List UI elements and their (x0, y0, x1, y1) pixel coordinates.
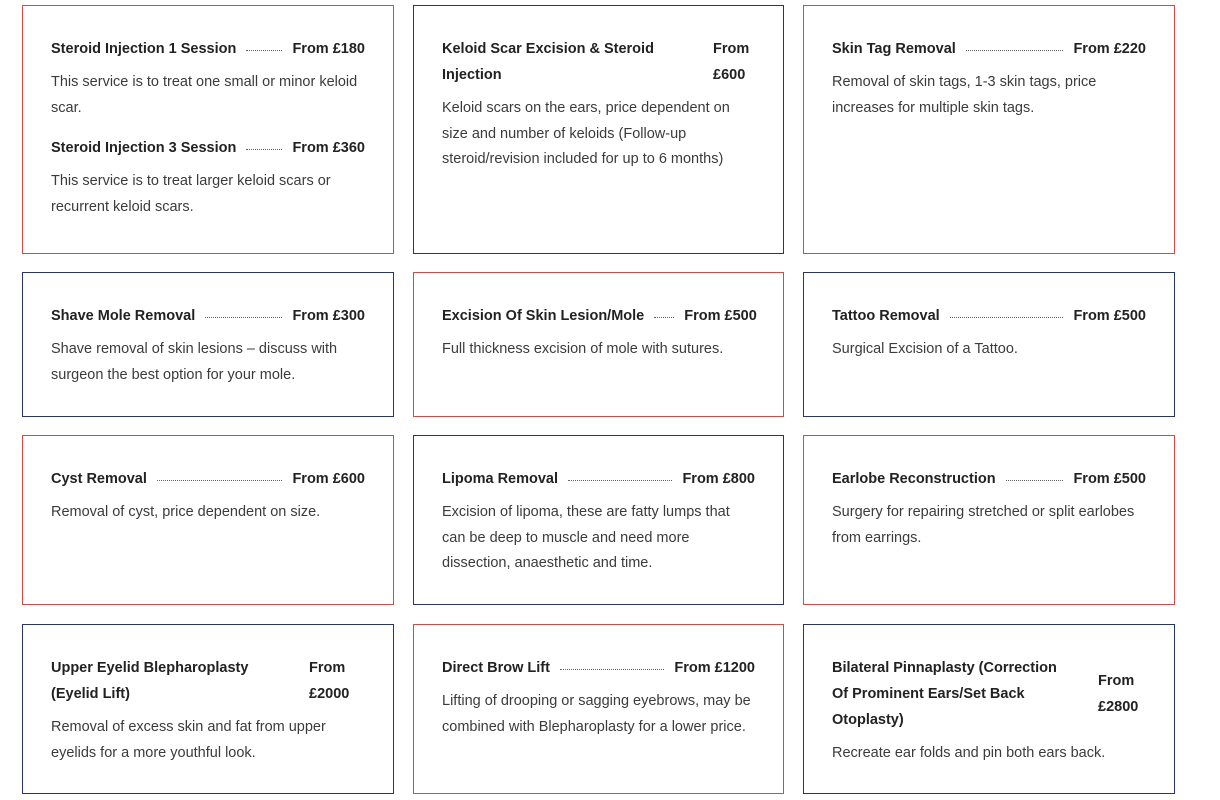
service-price: From £220 (1073, 41, 1146, 57)
card-bilateral-pinnaplasty (803, 624, 1175, 794)
service-steroid-injection-1 (51, 36, 365, 121)
dotted-leader (966, 49, 1064, 51)
service-price: From £600 (713, 41, 750, 83)
card-direct-brow-lift (413, 624, 784, 794)
service-title: Bilateral Pinnaplasty (Correction Of Prominent Ears/Set Back Otoplasty) (832, 660, 1057, 728)
service-title: Keloid Scar Excision & Steroid Injection (442, 41, 654, 83)
service-title: Earlobe Reconstruction (832, 471, 996, 487)
card-steroid-injection (22, 5, 394, 254)
card-skin-tag-removal (803, 5, 1175, 254)
service-header (51, 36, 365, 62)
service-price: From £800 (682, 471, 755, 487)
service-description: Surgical Excision of a Tattoo. (832, 341, 1018, 357)
service-price: From £500 (1073, 308, 1146, 324)
dotted-leader (568, 479, 672, 481)
service-shave-mole-removal (51, 303, 365, 388)
service-price: From £300 (292, 308, 365, 324)
dotted-leader (246, 148, 282, 150)
service-header (442, 466, 755, 492)
dotted-leader (205, 316, 282, 318)
service-description: Recreate ear folds and pin both ears back. (832, 745, 1106, 761)
service-price: From £180 (292, 41, 365, 57)
dotted-leader (560, 668, 664, 670)
service-title: Steroid Injection 3 Session (51, 140, 237, 156)
service-header (51, 655, 365, 707)
service-header (832, 303, 1146, 329)
dotted-leader (654, 316, 674, 318)
service-excision-skin-lesion (442, 303, 755, 363)
service-header (832, 466, 1146, 492)
service-price: From £600 (292, 471, 365, 487)
service-bilateral-pinnaplasty (832, 655, 1146, 767)
service-description: This service is to treat one small or minor keloid scar. (51, 74, 358, 116)
service-header (51, 135, 365, 161)
service-skin-tag-removal (832, 36, 1146, 121)
service-description: This service is to treat larger keloid scars or recurrent keloid scars. (51, 173, 331, 215)
service-title: Tattoo Removal (832, 308, 940, 324)
service-header (442, 655, 755, 681)
service-description: Removal of cyst, price dependent on size. (51, 504, 321, 520)
card-keloid-excision (413, 5, 784, 254)
service-description: Keloid scars on the ears, price dependent on size and number of keloids (Follow-up steroid/revision included for up to 6 months) (442, 100, 730, 167)
card-upper-eyelid-blepharoplasty (22, 624, 394, 794)
service-description: Removal of skin tags, 1-3 skin tags, price increases for multiple skin tags. (832, 74, 1097, 116)
service-title: Upper Eyelid Blepharoplasty (Eyelid Lift) (51, 660, 249, 702)
service-keloid-excision (442, 36, 755, 173)
service-description: Full thickness excision of mole with sutures. (442, 341, 724, 357)
service-title: Shave Mole Removal (51, 308, 196, 324)
service-header (51, 303, 365, 329)
service-header (832, 655, 1146, 733)
service-tattoo-removal (832, 303, 1146, 363)
service-steroid-injection-3 (51, 135, 365, 220)
service-direct-brow-lift (442, 655, 755, 740)
service-description: Excision of lipoma, these are fatty lumps that can be deep to muscle and need more dissection, anaesthetic and time. (442, 504, 730, 571)
service-price: From £2800 (1098, 673, 1139, 715)
dotted-leader (1006, 479, 1064, 481)
card-shave-mole-removal (22, 272, 394, 417)
service-price: From £500 (684, 308, 757, 324)
card-lipoma-removal (413, 435, 784, 605)
dotted-leader (950, 316, 1064, 318)
service-price: From £500 (1073, 471, 1146, 487)
service-earlobe-reconstruction (832, 466, 1146, 551)
service-title: Direct Brow Lift (442, 660, 550, 676)
dotted-leader (157, 479, 283, 481)
service-title: Steroid Injection 1 Session (51, 41, 237, 57)
service-title: Cyst Removal (51, 471, 147, 487)
service-title: Skin Tag Removal (832, 41, 956, 57)
card-tattoo-removal (803, 272, 1175, 417)
service-title: Lipoma Removal (442, 471, 559, 487)
card-cyst-removal (22, 435, 394, 605)
service-header (51, 466, 365, 492)
service-header (832, 36, 1146, 62)
service-description: Surgery for repairing stretched or split earlobes from earrings. (832, 504, 1135, 546)
card-earlobe-reconstruction (803, 435, 1175, 605)
service-description: Shave removal of skin lesions – discuss with surgeon the best option for your mole. (51, 341, 338, 383)
service-upper-eyelid-blepharoplasty (51, 655, 365, 766)
service-lipoma-removal (442, 466, 755, 577)
dotted-leader (246, 49, 282, 51)
service-cyst-removal (51, 466, 365, 526)
service-price: From £1200 (674, 660, 755, 676)
service-header (442, 36, 755, 88)
service-description: Lifting of drooping or sagging eyebrows, may be combined with Blepharoplasty for a lower price. (442, 693, 751, 735)
service-price: From £360 (292, 140, 365, 156)
service-description: Removal of excess skin and fat from upper eyelids for a more youthful look. (51, 719, 326, 761)
service-header (442, 303, 755, 329)
card-excision-skin-lesion (413, 272, 784, 417)
service-title: Excision Of Skin Lesion/Mole (442, 308, 645, 324)
service-price: From £2000 (309, 660, 350, 702)
